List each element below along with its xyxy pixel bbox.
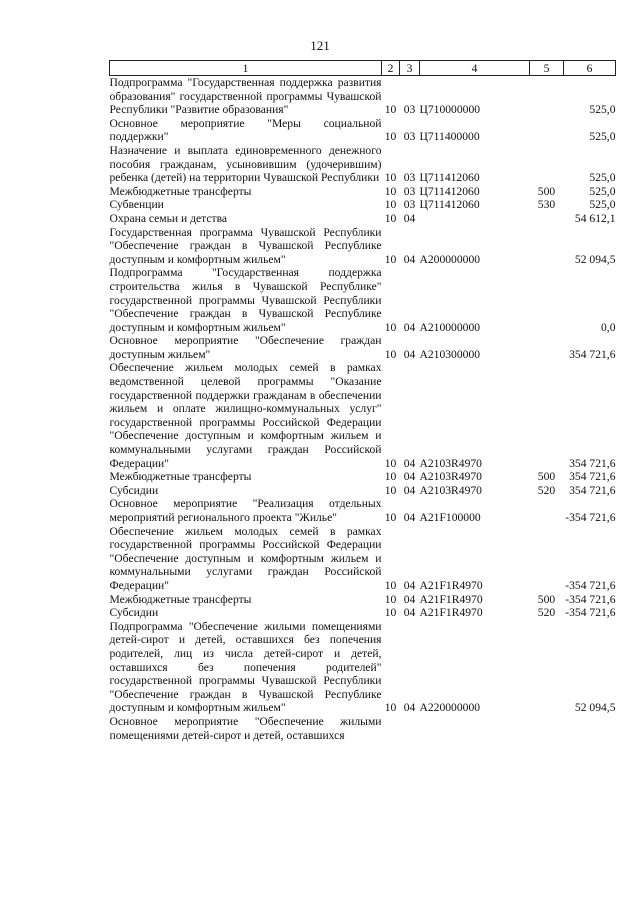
row-section: 10 <box>384 456 397 470</box>
row-expense-type <box>530 266 564 334</box>
row-target-article: А2103R4970 <box>419 456 482 470</box>
table-body <box>110 76 616 743</box>
row-subsection: 03 <box>403 184 416 198</box>
row-amount: -354 721,6 <box>565 511 616 524</box>
row-section: 10 <box>384 320 397 334</box>
header-col-expense-type: 5 <box>530 61 564 76</box>
row-name: Подпрограмма "Государственная поддержка развития образования" государственной программы Чувашской Республики "Развитие образования" <box>109 76 382 117</box>
row-amount: 525,0 <box>589 171 616 185</box>
row-subsection: 04 <box>403 470 416 484</box>
row-expense-type: 520 <box>537 483 556 497</box>
row-expense-type: 500 <box>537 184 556 198</box>
row-subsection: 03 <box>403 103 416 117</box>
row-name: Межбюджетные трансферты <box>109 470 252 484</box>
row-amount: 525,0 <box>589 184 616 198</box>
row-amount: 525,0 <box>589 103 616 117</box>
row-subsection: 04 <box>403 511 416 524</box>
row-target-article: Ц710000000 <box>419 103 481 117</box>
header-col-target-article: 4 <box>420 61 530 76</box>
header-col-name: 1 <box>110 61 382 76</box>
row-subsection: 03 <box>403 171 416 185</box>
row-expense-type <box>530 76 564 117</box>
table-row <box>110 593 616 607</box>
page-number: 121 <box>310 38 330 53</box>
row-subsection: 04 <box>403 252 416 266</box>
budget-table <box>109 60 616 742</box>
row-amount <box>564 715 616 742</box>
row-expense-type: 520 <box>537 606 556 620</box>
row-section: 10 <box>384 701 397 715</box>
row-target-article: А210300000 <box>419 347 481 361</box>
row-target-article: Ц711400000 <box>419 130 480 144</box>
table-row <box>110 117 616 144</box>
row-section: 10 <box>384 483 397 497</box>
row-section: 10 <box>384 592 397 606</box>
table-row <box>110 212 616 226</box>
table-row <box>110 470 616 484</box>
row-name: Субсидии <box>109 483 159 497</box>
row-expense-type <box>530 620 564 715</box>
row-subsection: 04 <box>403 483 416 497</box>
table-row <box>110 497 616 524</box>
table-row <box>110 620 616 715</box>
row-expense-type <box>530 715 564 742</box>
row-subsection: 03 <box>403 198 416 212</box>
row-target-article: А21F1R4970 <box>419 606 483 620</box>
row-name: Подпрограмма "Государственная поддержка строительства жилья в Чувашской Республике" государственной программы Чувашской Республики "Обеспечение граждан в Чувашской Республике доступным и комфортным жильем" <box>109 266 382 334</box>
row-target-article <box>420 212 530 226</box>
row-target-article: А21F1R4970 <box>419 592 483 606</box>
row-section: 10 <box>384 511 397 524</box>
row-expense-type: 500 <box>537 470 556 484</box>
row-name: Подпрограмма "Обеспечение жилыми помещениями детей-сирот и детей, оставшихся без попечения родителей, лиц из числа детей-сирот и детей, оставшихся без попечения родителей" государственной программы Чувашской Республики "Обеспечение граждан в Чувашской Республике доступным и комфортным жильем" <box>109 619 382 715</box>
row-section: 10 <box>384 347 397 361</box>
table-row <box>110 361 616 470</box>
row-expense-type <box>530 334 564 361</box>
row-subsection: 04 <box>403 320 416 334</box>
table-row <box>110 334 616 361</box>
row-target-article: А2103R4970 <box>419 483 482 497</box>
row-section: 10 <box>384 184 397 198</box>
header-col-subsection: 3 <box>400 61 420 76</box>
row-section: 10 <box>384 578 397 592</box>
row-section: 10 <box>384 171 397 185</box>
row-expense-type <box>530 144 564 185</box>
row-amount: -354 721,6 <box>565 606 616 620</box>
row-name: Обеспечение жильем молодых семей в рамках ведомственной целевой программы "Оказание государственной поддержки гражданам в обеспечении жильем и оплате жилищно-коммунальных услуг" государственной программы Российской Федерации "Обеспечение доступным и комфортным жильем и коммунальными услугами граждан Российской Федерации" <box>109 361 382 470</box>
row-expense-type <box>530 117 564 144</box>
row-amount: 0,0 <box>601 320 616 334</box>
row-target-article: А200000000 <box>419 252 481 266</box>
row-amount: 354 721,6 <box>569 456 616 470</box>
table-row <box>110 198 616 212</box>
row-subsection: 03 <box>403 130 416 144</box>
row-name: Охрана семьи и детства <box>109 211 228 225</box>
row-section: 10 <box>384 211 397 225</box>
table-row <box>110 525 616 593</box>
row-target-article: Ц711412060 <box>419 171 480 185</box>
table-row <box>110 606 616 620</box>
table-row <box>110 266 616 334</box>
row-target-article <box>420 715 530 742</box>
row-name: Государственная программа Чувашской Республики "Обеспечение граждан в Чувашской Республике доступным и комфортным жильем" <box>109 225 382 266</box>
row-subsection: 04 <box>403 701 416 715</box>
row-section <box>382 715 400 742</box>
table-row <box>110 76 616 117</box>
row-amount: 354 721,6 <box>569 483 616 497</box>
row-amount: 525,0 <box>589 198 616 212</box>
header-col-section: 2 <box>382 61 400 76</box>
row-subsection: 04 <box>403 347 416 361</box>
row-name: Межбюджетные трансферты <box>109 184 252 198</box>
row-expense-type <box>530 212 564 226</box>
row-section: 10 <box>384 198 397 212</box>
table-header <box>110 61 616 76</box>
row-amount: 52 094,5 <box>574 701 616 715</box>
row-target-article: Ц711412060 <box>419 184 480 198</box>
row-name: Основное мероприятие "Меры социальной поддержки" <box>109 116 382 144</box>
row-target-article: А220000000 <box>419 701 481 715</box>
row-expense-type <box>530 361 564 470</box>
row-amount: -354 721,6 <box>565 592 616 606</box>
row-section: 10 <box>384 470 397 484</box>
row-expense-type: 530 <box>537 198 556 212</box>
row-subsection: 04 <box>403 456 416 470</box>
table-row <box>110 484 616 498</box>
row-subsection <box>400 715 420 742</box>
row-amount: 354 721,6 <box>569 347 616 361</box>
table-row <box>110 226 616 267</box>
row-name: Субсидии <box>109 606 159 620</box>
header-col-amount: 6 <box>564 61 616 76</box>
row-section: 10 <box>384 130 397 144</box>
row-target-article: А21F100000 <box>419 511 481 524</box>
row-name: Обеспечение жильем молодых семей в рамках государственной программы Российской Федерации "Обеспечение доступным и комфортным жильем и коммунальными услугами граждан Российской Федерации" <box>109 524 382 592</box>
row-subsection: 04 <box>403 592 416 606</box>
row-section: 10 <box>384 103 397 117</box>
row-name: Субвенции <box>109 198 164 212</box>
row-expense-type <box>530 497 564 524</box>
row-amount: 52 094,5 <box>574 252 616 266</box>
row-expense-type <box>530 226 564 267</box>
row-subsection: 04 <box>403 211 416 225</box>
row-name: Основное мероприятие "Реализация отдельных мероприятий регионального проекта "Жилье" <box>109 497 382 524</box>
table-row <box>110 185 616 199</box>
row-amount: 354 721,6 <box>569 470 616 484</box>
row-name: Основное мероприятие "Обеспечение жилыми помещениями детей-сирот и детей, оставшихся <box>109 714 382 742</box>
row-section: 10 <box>384 606 397 620</box>
row-name: Межбюджетные трансферты <box>109 592 252 606</box>
row-amount: -354 721,6 <box>565 578 616 592</box>
row-name: Основное мероприятие "Обеспечение граждан доступным жильем" <box>109 334 382 361</box>
row-target-article: А210000000 <box>419 320 481 334</box>
table-row <box>110 715 616 742</box>
row-section: 10 <box>384 252 397 266</box>
row-target-article: А2103R4970 <box>419 470 482 484</box>
row-target-article: А21F1R4970 <box>419 578 483 592</box>
header-row <box>110 61 616 76</box>
row-amount: 525,0 <box>589 130 616 144</box>
row-expense-type <box>530 525 564 593</box>
row-subsection: 04 <box>403 606 416 620</box>
row-subsection: 04 <box>403 578 416 592</box>
row-expense-type: 500 <box>537 592 556 606</box>
row-target-article: Ц711412060 <box>419 198 480 212</box>
row-name: Назначение и выплата единовременного денежного пособия гражданам, усыновившим (удочерившим) ребенка (детей) на территории Чувашской Республики <box>109 143 382 185</box>
table-row <box>110 144 616 185</box>
row-amount: 54 612,1 <box>574 211 616 225</box>
